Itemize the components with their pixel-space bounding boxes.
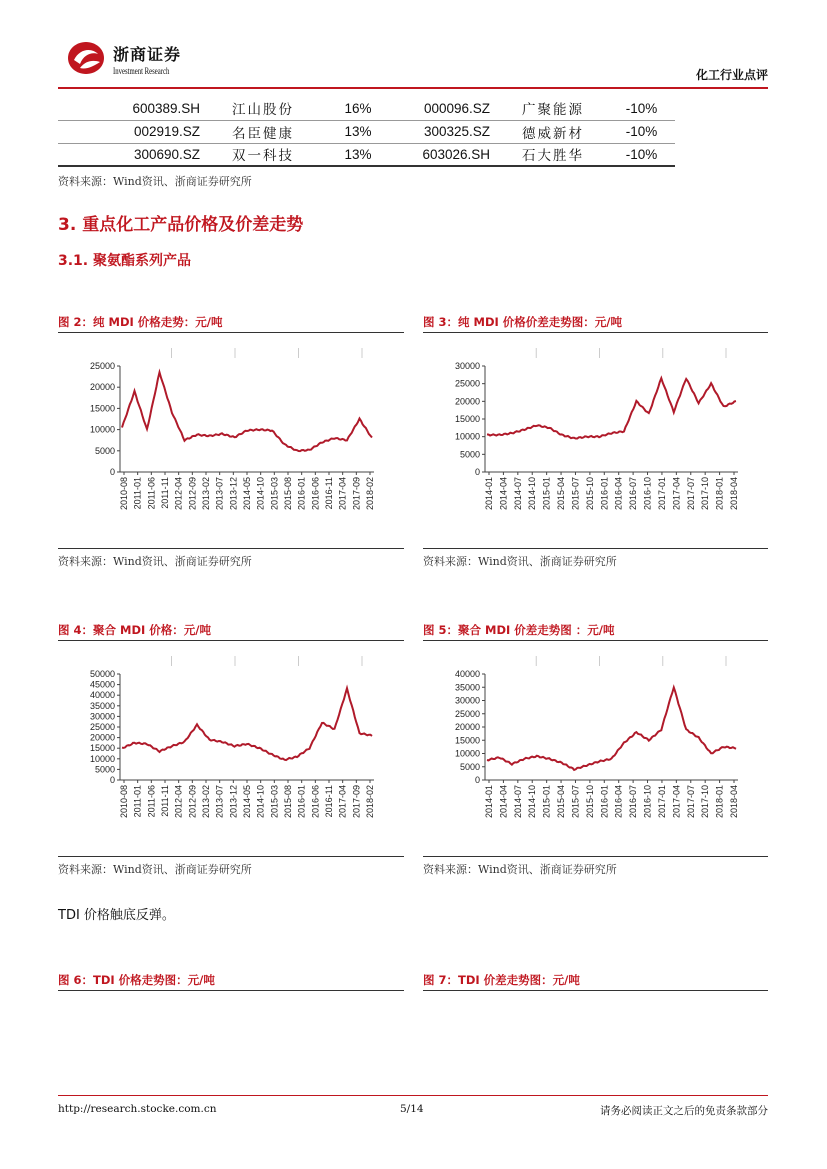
y-tick-label: 15000 [89,403,115,414]
x-tick-label: 2011-01 [132,785,143,818]
body-paragraph: TDI 价格触底反弹。 [58,908,175,923]
x-tick-label: 2016-01 [599,785,610,819]
x-tick-label: 2010-08 [119,477,129,511]
stock-change: -10% [608,97,675,120]
y-tick-label: 10000 [89,424,115,435]
x-tick-label: 2014-05 [242,477,252,511]
figure-rule [423,640,768,641]
figure-rule [58,990,404,991]
figure-title: 图 6：TDI 价格走势图：元/吨 [58,973,215,987]
series-line [487,378,736,438]
x-tick-label: 2016-04 [613,785,624,819]
x-tick-label: 2018-04 [729,477,739,511]
stock-code: 600389.SH [58,97,208,120]
footer-divider [58,1095,768,1096]
x-tick-label: 2012-04 [173,477,184,511]
stock-change: 13% [318,120,398,143]
y-tick-label: 15000 [89,743,115,754]
header-divider [58,87,768,89]
x-tick-label: 2014-10 [527,477,538,511]
stock-code: 603026.SH [398,143,498,166]
y-tick-label: 30000 [89,711,115,722]
x-tick-label: 2013-12 [228,477,239,511]
chart-fig4 [58,644,404,854]
x-tick-label: 2011-06 [146,785,157,818]
y-tick-label: 10000 [454,748,480,759]
figure-source-note: 资料来源：Wind资讯、浙商证券研究所 [58,863,252,876]
x-tick-label: 2011-11 [160,477,170,509]
figure-rule [58,332,404,333]
x-tick-label: 2014-04 [498,477,509,511]
x-tick-label: 2018-01 [714,477,725,511]
series-line [487,688,736,770]
x-tick-label: 2015-08 [283,785,293,819]
y-tick-label: 15000 [454,414,480,424]
x-tick-label: 2014-01 [484,477,494,511]
y-tick-label: 10000 [454,431,480,442]
y-tick-label: 40000 [89,690,115,701]
x-tick-label: 2012-04 [173,785,184,819]
x-tick-label: 2014-10 [527,785,538,819]
x-tick-label: 2017-07 [685,477,696,511]
stock-change: 13% [318,143,398,166]
x-tick-label: 2014-01 [484,785,494,819]
x-tick-label: 2016-10 [642,477,653,511]
x-tick-label: 2015-01 [541,785,552,819]
x-tick-label: 2011-11 [160,785,170,817]
x-tick-label: 2016-04 [613,477,624,511]
figure-rule [423,856,768,857]
x-tick-label: 2017-09 [351,785,362,819]
figure-title: 图 5：聚合 MDI 价差走势图 ：元/吨 [423,623,615,637]
y-tick-label: 50000 [89,669,115,679]
y-tick-label: 5000 [459,761,480,772]
x-tick-label: 2012-09 [187,477,198,511]
stock-name: 德威新材 [498,120,608,143]
x-tick-label: 2015-07 [570,785,581,819]
x-tick-label: 2017-04 [671,785,682,819]
y-tick-label: 35000 [89,700,115,711]
brand-name-en: Investment Research [113,66,170,76]
x-tick-label: 2017-07 [685,785,696,819]
brand-name-cn: 浙商证券 [113,45,182,64]
stock-name: 双一科技 [208,143,318,166]
x-tick-label: 2017-01 [656,785,667,819]
y-tick-label: 40000 [454,669,480,679]
x-tick-label: 2012-09 [187,785,198,819]
x-tick-label: 2011-01 [132,477,143,510]
x-tick-label: 2018-02 [365,785,375,819]
x-tick-label: 2014-10 [255,477,266,511]
series-line [122,688,372,760]
x-tick-label: 2018-01 [714,785,725,819]
x-tick-label: 2016-01 [296,477,307,511]
x-tick-label: 2013-12 [228,785,239,819]
x-tick-label: 2011-06 [146,477,157,510]
subsection-heading: 3.1. 聚氨酯系列产品 [58,253,191,269]
figure-source-note: 资料来源：Wind资讯、浙商证券研究所 [58,555,252,568]
chart-fig2 [58,336,404,546]
stock-name: 广聚能源 [498,97,608,120]
y-tick-label: 5000 [94,445,115,456]
y-tick-label: 5000 [94,764,115,775]
section-tag: 化工行业点评 [695,68,768,82]
figure-rule [423,332,768,333]
figure-source-note: 资料来源：Wind资讯、浙商证券研究所 [423,863,617,876]
x-tick-label: 2017-10 [700,477,711,511]
y-tick-label: 20000 [89,732,115,743]
x-tick-label: 2014-07 [512,477,523,511]
x-tick-label: 2015-04 [556,477,567,511]
x-tick-label: 2015-10 [584,785,595,819]
stock-code: 300325.SZ [398,120,498,143]
x-tick-label: 2016-06 [310,477,321,511]
x-tick-label: 2016-06 [310,785,321,819]
section-heading: 3. 重点化工产品价格及价差走势 [58,215,304,235]
x-tick-label: 2013-07 [214,785,225,819]
x-tick-label: 2016-07 [628,785,639,819]
x-tick-label: 2013-02 [201,477,211,511]
y-tick-label: 0 [474,775,480,785]
y-tick-label: 0 [109,775,115,785]
y-tick-label: 10000 [89,753,115,764]
y-tick-label: 25000 [89,361,115,371]
figure-rule [58,856,404,857]
stock-code: 300690.SZ [58,143,208,166]
table-row [58,143,675,166]
x-tick-label: 2017-10 [700,785,711,819]
y-tick-label: 20000 [454,396,480,407]
stock-table [58,97,675,167]
y-tick-label: 35000 [454,682,480,693]
y-tick-label: 25000 [89,722,115,732]
x-tick-label: 2015-03 [269,785,280,819]
x-tick-label: 2014-04 [498,785,509,819]
y-tick-label: 0 [109,467,115,477]
stock-change: 16% [318,97,398,120]
x-tick-label: 2018-04 [729,785,739,819]
stock-code: 000096.SZ [398,97,498,120]
stock-change: -10% [608,143,675,166]
y-tick-label: 15000 [454,735,480,746]
y-tick-label: 20000 [454,722,480,732]
stock-name: 名臣健康 [208,120,318,143]
x-tick-label: 2016-01 [599,477,610,511]
x-tick-label: 2015-04 [556,785,567,819]
footer-url[interactable]: http://research.stocke.com.cn [58,1103,217,1115]
footer-disclaimer: 请务必阅读正文之后的免责条款部分 [600,1105,768,1117]
y-tick-label: 20000 [89,382,115,393]
y-tick-label: 30000 [454,361,480,371]
y-tick-label: 0 [474,467,480,477]
x-tick-label: 2017-04 [337,477,348,511]
x-tick-label: 2017-04 [337,785,348,819]
x-tick-label: 2016-11 [324,477,334,510]
figure-rule [423,548,768,549]
table-source-note: 资料来源：Wind资讯、浙商证券研究所 [58,175,252,188]
x-tick-label: 2015-10 [584,477,595,511]
page-number: 5/14 [400,1103,424,1115]
figure-rule [58,548,404,549]
stock-name: 江山股份 [208,97,318,120]
x-tick-label: 2015-01 [541,477,552,511]
x-tick-label: 2013-07 [214,477,225,511]
x-tick-label: 2016-10 [642,785,653,819]
x-tick-label: 2015-07 [570,477,581,511]
y-tick-label: 5000 [459,449,480,460]
x-tick-label: 2014-10 [255,785,266,819]
figure-rule [423,990,768,991]
figure-title: 图 2：纯 MDI 价格走势：元/吨 [58,315,223,329]
x-tick-label: 2016-01 [296,785,307,819]
figure-title: 图 7：TDI 价差走势图：元/吨 [423,973,580,987]
chart-fig3 [423,336,768,546]
x-tick-label: 2014-07 [512,785,523,819]
x-tick-label: 2015-03 [269,477,280,511]
x-tick-label: 2017-09 [351,477,362,511]
figure-title: 图 4：聚合 MDI 价格：元/吨 [58,623,211,637]
x-tick-label: 2017-01 [656,477,667,511]
y-tick-label: 30000 [454,695,480,706]
chart-fig5 [423,644,768,854]
x-tick-label: 2018-02 [365,477,375,511]
stock-code: 002919.SZ [58,120,208,143]
figure-source-note: 资料来源：Wind资讯、浙商证券研究所 [423,555,617,568]
x-tick-label: 2013-02 [201,785,211,819]
x-tick-label: 2014-05 [242,785,252,819]
stock-change: -10% [608,120,675,143]
table-row [58,120,675,143]
y-tick-label: 45000 [89,679,115,690]
y-tick-label: 25000 [454,378,480,389]
figure-rule [58,640,404,641]
table-row [58,97,675,120]
x-tick-label: 2016-07 [628,477,639,511]
x-tick-label: 2017-04 [671,477,682,511]
stock-name: 石大胜华 [498,143,608,166]
brand-logo-icon [66,40,106,76]
x-tick-label: 2010-08 [119,785,129,819]
x-tick-label: 2015-08 [283,477,293,511]
figure-title: 图 3：纯 MDI 价格价差走势图：元/吨 [423,315,622,329]
y-tick-label: 25000 [454,708,480,719]
series-line [122,372,372,451]
x-tick-label: 2016-11 [324,785,334,818]
